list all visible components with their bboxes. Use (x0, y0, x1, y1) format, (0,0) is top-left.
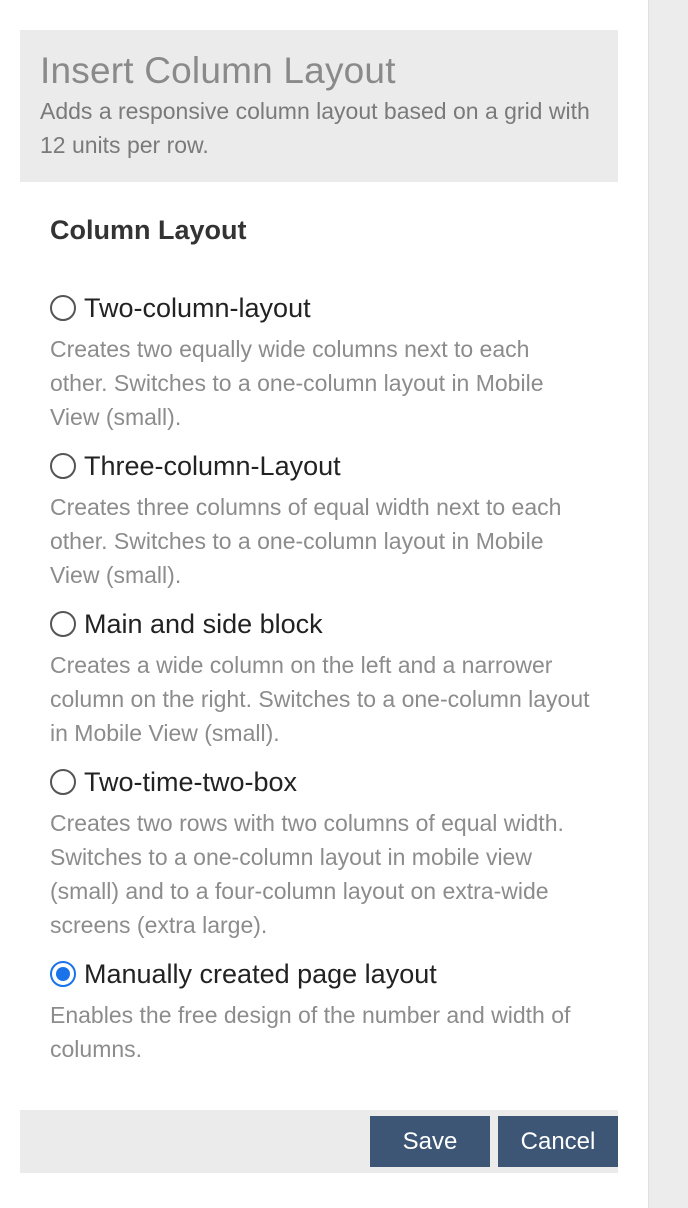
option-description: Creates two equally wide columns next to each other. Switches to a one-column layout in Mobile View (small). (50, 336, 544, 430)
option-label[interactable]: Main and side block (84, 609, 323, 639)
layout-option-row[interactable] (50, 446, 610, 486)
layout-option-row[interactable] (50, 604, 610, 644)
layout-option-two-by-two (50, 762, 610, 942)
save-button[interactable]: Save (370, 1116, 490, 1167)
layout-option-list (50, 288, 610, 1066)
layout-option-three-column (50, 446, 610, 592)
option-description: Enables the free design of the number and width of columns. (50, 1002, 571, 1062)
option-label[interactable]: Two-time-two-box (84, 767, 298, 797)
option-label[interactable]: Two-column-layout (84, 293, 311, 323)
cancel-button[interactable]: Cancel (498, 1116, 618, 1167)
option-label[interactable]: Three-column-Layout (84, 451, 341, 481)
dialog-subtitle: Adds a responsive column layout based on a grid with 12 units per row. (40, 98, 590, 158)
layout-option-two-column (50, 288, 610, 434)
option-description: Creates three columns of equal width next to each other. Switches to a one-column layout in Mobile View (small). (50, 494, 562, 588)
dialog-footer (20, 1110, 618, 1173)
radio-button[interactable] (50, 769, 76, 795)
layout-option-row[interactable] (50, 954, 610, 994)
section-heading: Column Layout (50, 215, 247, 245)
radio-button[interactable] (50, 611, 76, 637)
radio-button[interactable] (50, 453, 76, 479)
scrollbar-track[interactable] (648, 0, 688, 1208)
radio-button[interactable] (50, 295, 76, 321)
layout-option-row[interactable] (50, 288, 610, 328)
option-label[interactable]: Manually created page layout (84, 959, 437, 989)
option-description: Creates a wide column on the left and a narrower column on the right. Switches to a one-column layout in Mobile View (small). (50, 652, 590, 746)
option-description: Creates two rows with two columns of equal width. Switches to a one-column layout in mobile view (small) and to a four-column layout on extra-wide screens (extra large). (50, 810, 564, 938)
dialog-title: Insert Column Layout (40, 50, 396, 91)
radio-button-selected[interactable] (50, 961, 76, 987)
layout-option-row[interactable] (50, 762, 610, 802)
layout-option-main-side (50, 604, 610, 750)
dialog-header (20, 30, 618, 182)
dialog-body (50, 210, 610, 1078)
layout-option-manual (50, 954, 610, 1066)
